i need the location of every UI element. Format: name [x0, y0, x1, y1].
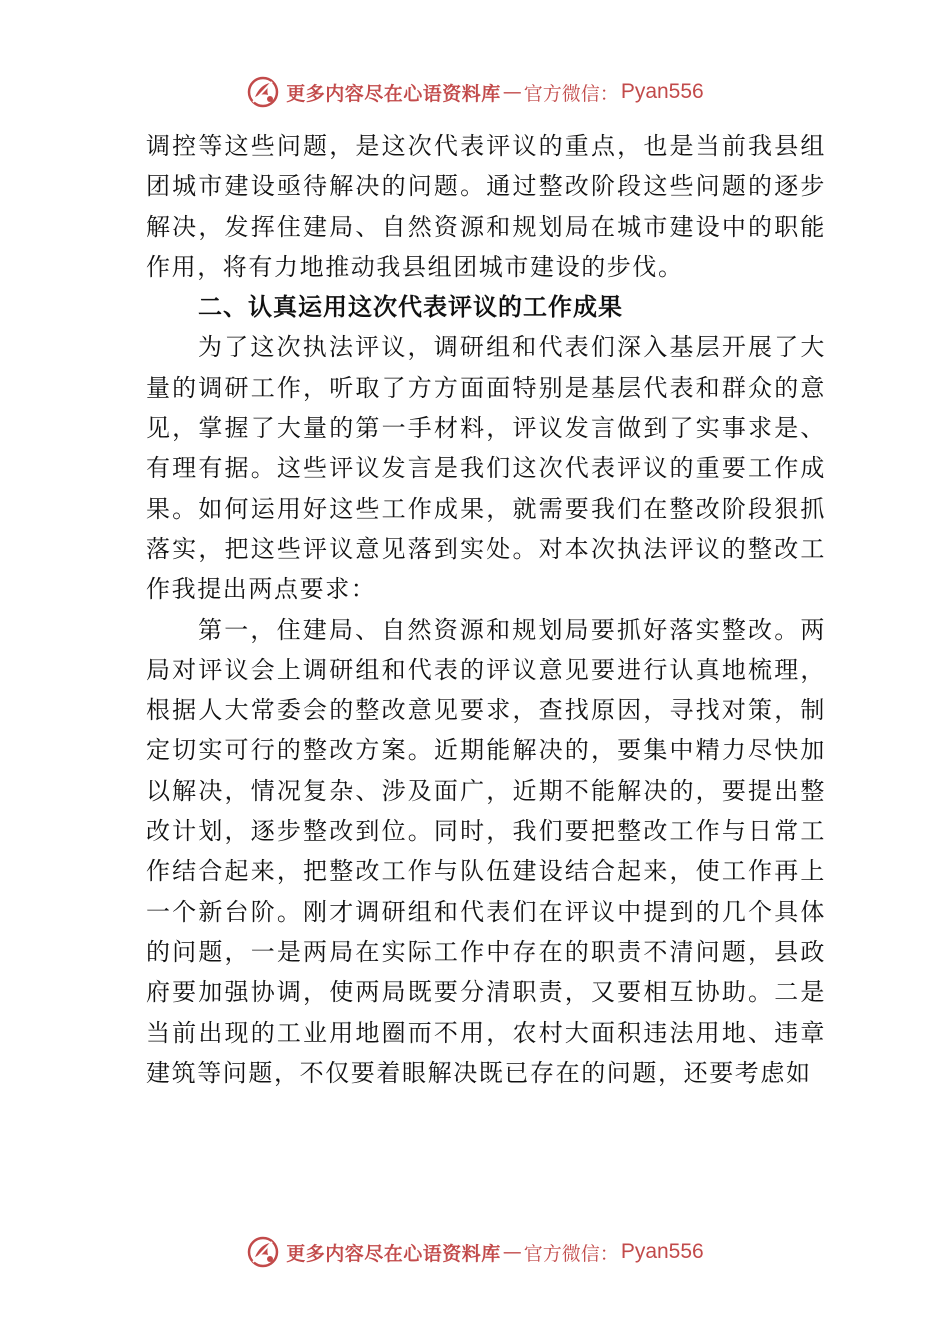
footer-banner — [0, 1232, 950, 1272]
header-banner — [0, 72, 950, 112]
paragraph-1: 调控等这些问题，是这次代表评议的重点，也是当前我县组团城市建设亟待解决的问题。通过整改阶段这些问题的逐步解决，发挥住建局、自然资源和规划局在城市建设中的职能作用，将有力地推动我县组团城市建设的步伐。 — [146, 132, 826, 281]
banner-label: 官方微信： — [523, 82, 619, 105]
section-heading-2: 二、认真运用这次代表评议的工作成果 — [198, 293, 623, 322]
brand-logo-icon — [246, 75, 280, 109]
paragraph-2: 为了这次执法评议，调研组和代表们深入基层开展了大量的调研工作，听取了方方面面特别是基层代表和群众的意见，掌握了大量的第一手材料，评议发言做到了实事求是、有理有据。这些评议发言是我们这次代表评议的重要工作成果。如何运用好这些工作成果，就需要我们在整改阶段狠抓落实，把这些评议意见落到实处。对本次执法评议的整改工作我提出两点要求： — [146, 333, 826, 604]
banner-title: 更多内容尽在心语资料库 — [286, 82, 501, 105]
banner-wechat-id: Pyan556 — [620, 80, 704, 103]
brand-logo-icon — [246, 1235, 280, 1269]
banner-title: 更多内容尽在心语资料库 — [286, 1242, 501, 1265]
banner-dash: — — [502, 81, 522, 103]
banner-wechat-id: Pyan556 — [620, 1240, 704, 1263]
banner-dash: — — [502, 1241, 522, 1263]
banner-label: 官方微信： — [523, 1242, 619, 1265]
document-body — [146, 126, 826, 1093]
paragraph-3: 第一，住建局、自然资源和规划局要抓好落实整改。两局对评议会上调研组和代表的评议意见要进行认真地梳理，根据人大常委会的整改意见要求，查找原因，寻找对策，制定切实可行的整改方案。近期能解决的，要集中精力尽快加以解决，情况复杂、涉及面广，近期不能解决的，要提出整改计划，逐步整改到位。同时，我们要把整改工作与日常工作结合起来，把整改工作与队伍建设结合起来，使工作再上一个新台阶。刚才调研组和代表们在评议中提到的几个具体的问题，一是两局在实际工作中存在的职责不清问题，县政府要加强协调，使两局既要分清职责，又要相互协助。二是当前出现的工业用地圈而不用，农村大面积违法用地、违章建筑等问题，不仅要着眼解决既已存在的问题，还要考虑如 — [146, 615, 826, 1087]
